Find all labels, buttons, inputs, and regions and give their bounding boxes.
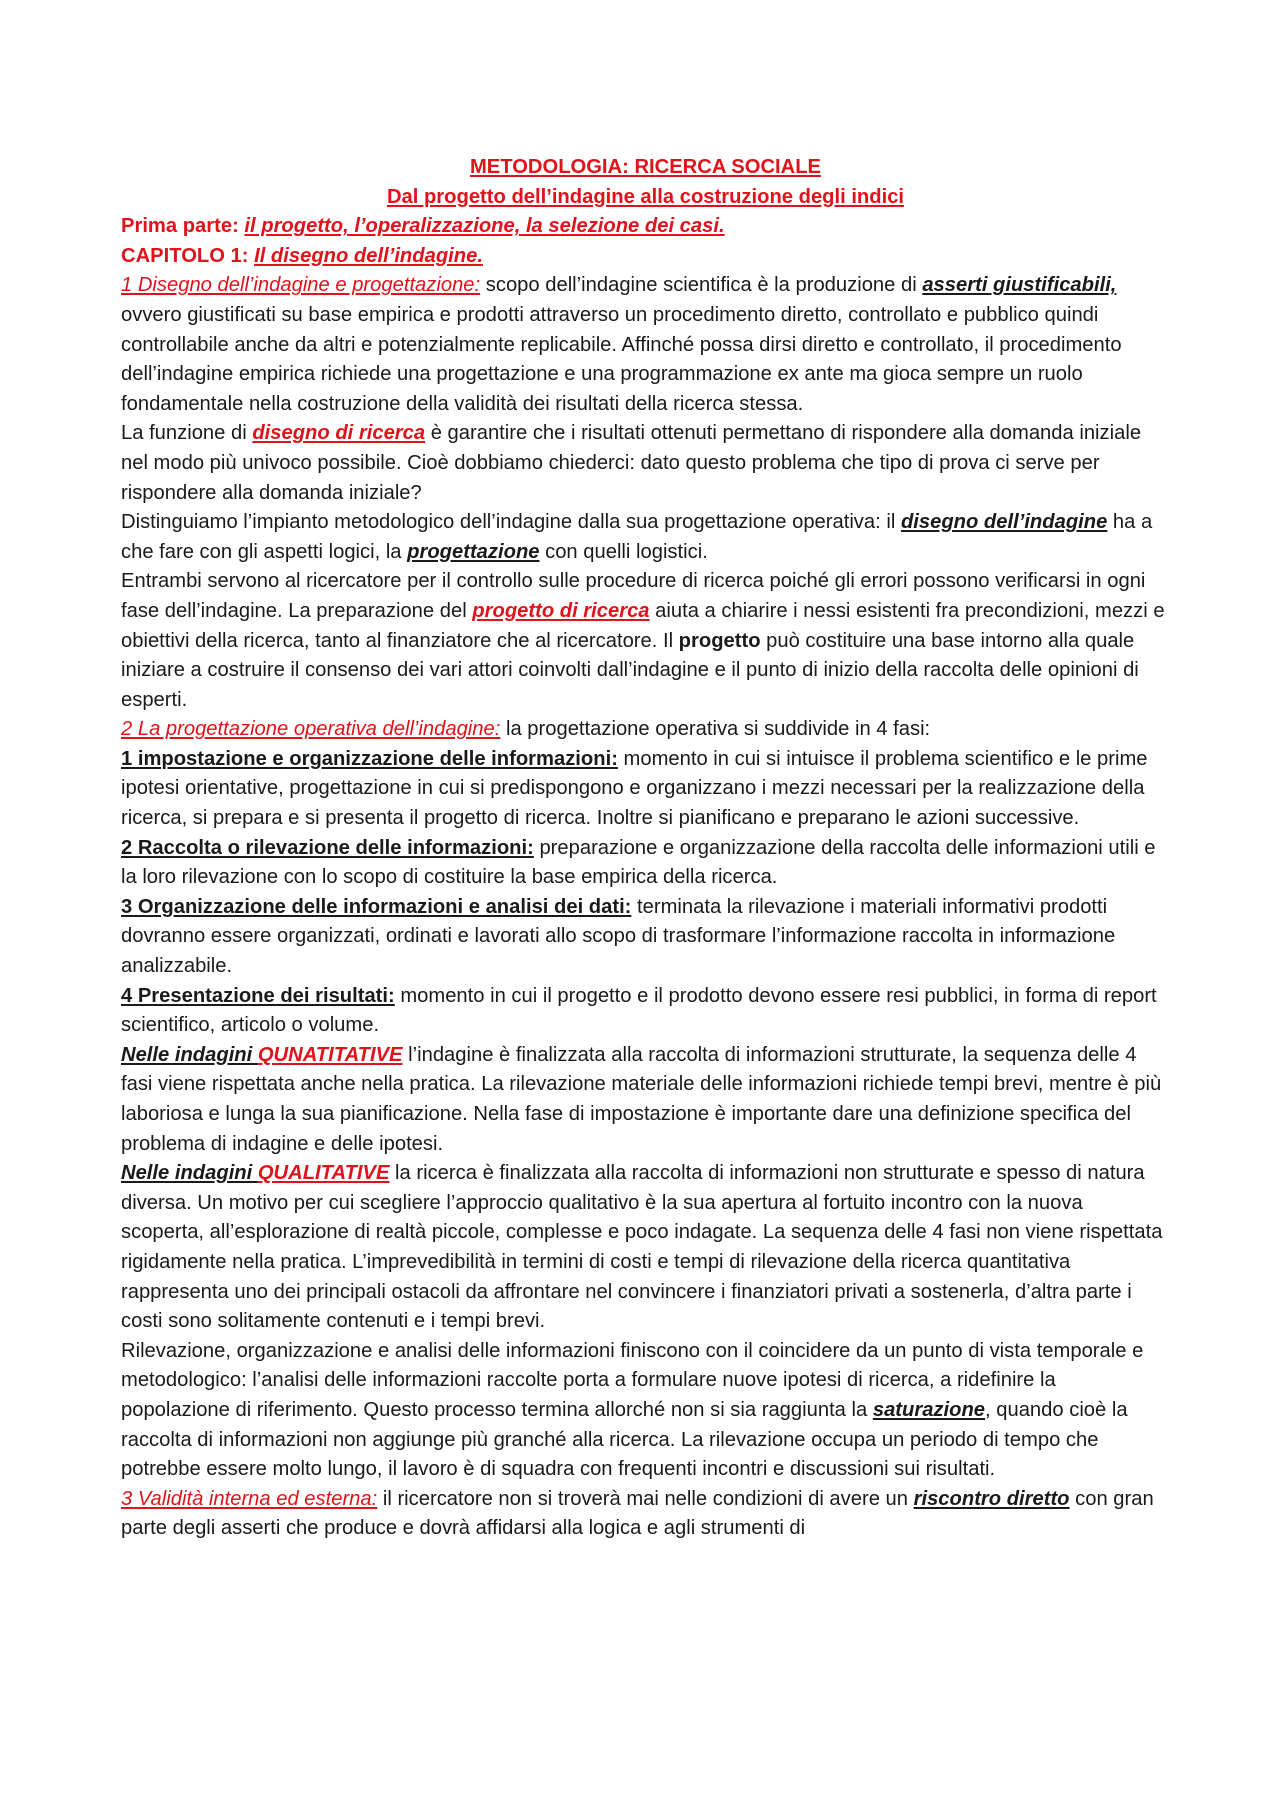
paragraph-2 xyxy=(121,419,1170,508)
keyword: Nelle indagini xyxy=(121,1043,258,1066)
part-label: Prima parte: xyxy=(121,215,245,238)
text-run: Entrambi servono al ricercatore per il controllo sulle procedure di ricerca poiché gli errori possono verificarsi in ogni fase dell’indagine. La preparazione del xyxy=(121,570,1146,622)
text-run: la progettazione operativa si suddivide in 4 fasi: xyxy=(500,718,931,741)
paragraph-3 xyxy=(121,508,1170,567)
keyword: asserti giustificabili, xyxy=(922,274,1117,297)
paragraph-5 xyxy=(121,715,1170,745)
text-run: ovvero giustificati su base empirica e prodotti attraverso un procedimento diretto, controllato e pubblico quindi controllabile anche da altri e potenzialmente replicabile. Affinché possa dirsi diretto e controllato, il procedimento dell’indagine empirica richiede una progettazione e una programmazione ex ante ma gioca sempre un ruolo fondamentale nella costruzione della validità dei risultati della ricerca stessa. xyxy=(121,303,1122,415)
bold-term: progetto xyxy=(678,629,761,652)
text-run: con quelli logistici. xyxy=(539,540,708,563)
text-run: La funzione di xyxy=(121,422,253,445)
text-run: può costituire una base intorno alla quale iniziare a costruire il consenso dei vari attori coinvolti dall’indagine e il punto di inizio della raccolta delle opinioni di esperti. xyxy=(121,629,1139,711)
chapter-label: CAPITOLO 1: xyxy=(121,244,255,267)
keyword: QUNATITATIVE xyxy=(257,1043,403,1066)
part-text: il progetto, l’operalizzazione, la selezione dei casi. xyxy=(244,215,725,238)
keyword: riscontro diretto xyxy=(913,1487,1070,1510)
phase-1 xyxy=(121,745,1170,834)
chapter-text: Il disegno dell’indagine. xyxy=(254,244,483,267)
phase-label: 2 Raccolta o rilevazione delle informazioni: xyxy=(121,836,534,859)
text-run: l’indagine è finalizzata alla raccolta di informazioni strutturate, la sequenza delle 4 fasi viene rispettata anche nella pratica. La rilevazione materiale delle informazioni richiede tempi brevi, mentre è più laboriosa e lunga la sua pianificazione. Nella fase di impostazione è importante dare una definizione specifica del problema di indagine e delle ipotesi. xyxy=(121,1043,1162,1155)
phase-2 xyxy=(121,834,1170,893)
text-run: scopo dell’indagine scientifica è la produzione di xyxy=(480,274,923,297)
paragraph-quantitative xyxy=(121,1041,1170,1159)
text-run: aiuta a chiarire i nessi esistenti fra precondizioni, mezzi e obiettivi della ricerca, tanto al finanziatore che al ricercatore. Il xyxy=(121,599,1165,652)
text-run: momento in cui il progetto e il prodotto devono essere resi pubblici, in forma di report scientifico, articolo o volume. xyxy=(121,984,1157,1037)
paragraph-validity xyxy=(121,1485,1170,1544)
document-subtitle: Dal progetto dell’indagine alla costruzione degli indici xyxy=(386,185,905,208)
phase-label: 3 Organizzazione delle informazioni e analisi dei dati: xyxy=(121,895,632,918)
keyword: disegno dell’indagine xyxy=(900,511,1108,534)
paragraph-rilevazione xyxy=(121,1337,1170,1485)
paragraph-qualitative xyxy=(121,1159,1170,1337)
text-run: Rilevazione, organizzazione e analisi delle informazioni finiscono con il coincidere da un punto di vista temporale e metodologico: l’analisi delle informazioni raccolte porta a formulare nuove ipotesi di ricerca, a ridefinire la popolazione di riferimento. Questo processo termina allorché non si sia raggiunta la xyxy=(121,1339,1144,1421)
text-run: il ricercatore non si troverà mai nelle condizioni di avere un xyxy=(377,1487,914,1510)
section-2-heading: 2 La progettazione operativa dell’indagine: xyxy=(121,718,501,741)
text-run: momento in cui si intuisce il problema scientifico e le prime ipotesi orientative, progettazione in cui si predispongono e organizzano i mezzi necessari per la realizzazione della ricerca, si prepara e si presenta il progetto di ricerca. Inoltre si pianificano e preparano le azioni successive. xyxy=(121,747,1148,830)
text-run: la ricerca è finalizzata alla raccolta di informazioni non strutturate e spesso di natura diversa. Un motivo per cui scegliere l’approccio qualitativo è la sua apertura al fortuito incontro con la nuova scoperta, all’esplorazione di realtà piccole, complesse e poco indagate. La sequenza delle 4 fasi non viene rispettata rigidamente nella pratica. L’imprevedibilità in termini di costi e tempi di rilevazione della ricerca quantitativa rappresenta uno dei principali ostacoli da affrontare nel convincere i finanziatori privati a sostenerla, d’altra parte i costi sono solitamente contenuti e i tempi brevi. xyxy=(121,1162,1163,1333)
paragraph-4 xyxy=(121,567,1170,715)
chapter-heading xyxy=(121,242,1170,272)
part-heading xyxy=(121,212,1170,242)
keyword: progettazione xyxy=(407,540,540,563)
keyword: progetto di ricerca xyxy=(472,599,650,622)
text-run: ha a che fare con gli aspetti logici, la xyxy=(121,511,1153,563)
text-run: terminata la rilevazione i materiali informativi prodotti dovranno essere organizzati, ordinati e lavorati allo scopo di trasformare l’informazione raccolta in informazione analizzabile. xyxy=(121,895,1116,978)
text-run: Distinguiamo l’impianto metodologico dell’indagine dalla sua progettazione operativa: il xyxy=(121,511,901,534)
phase-3 xyxy=(121,893,1170,982)
keyword: Nelle indagini xyxy=(121,1162,258,1185)
phase-label: 1 impostazione e organizzazione delle informazioni: xyxy=(121,747,618,770)
text-run: è garantire che i risultati ottenuti permettano di rispondere alla domanda iniziale nel modo più univoco possibile. Cioè dobbiamo chiederci: dato questo problema che tipo di prova ci serve per rispondere alla domanda iniziale? xyxy=(121,422,1142,504)
text-run: , quando cioè la raccolta di informazioni non aggiunge più granché alla ricerca. La rilevazione occupa un periodo di tempo che potrebbe essere molto lungo, il lavoro è di squadra con frequenti incontri e discussioni sui risultati. xyxy=(121,1398,1128,1481)
text-run: con gran parte degli asserti che produce e dovrà affidarsi alla logica e agli strumenti di xyxy=(121,1487,1154,1540)
paragraph-1 xyxy=(121,271,1170,419)
phase-4 xyxy=(121,982,1170,1041)
phase-label: 4 Presentazione dei risultati: xyxy=(121,984,395,1007)
keyword: disegno di ricerca xyxy=(252,422,426,445)
document-title: METODOLOGIA: RICERCA SOCIALE xyxy=(469,156,822,178)
keyword: saturazione xyxy=(872,1398,986,1421)
section-1-heading: 1 Disegno dell’indagine e progettazione: xyxy=(121,274,481,297)
keyword: QUALITATIVE xyxy=(257,1162,390,1185)
section-3-heading: 3 Validità interna ed esterna: xyxy=(121,1487,378,1510)
text-run: preparazione e organizzazione della raccolta delle informazioni utili e la loro rilevazione con lo scopo di costituire la base empirica della ricerca. xyxy=(121,836,1156,889)
